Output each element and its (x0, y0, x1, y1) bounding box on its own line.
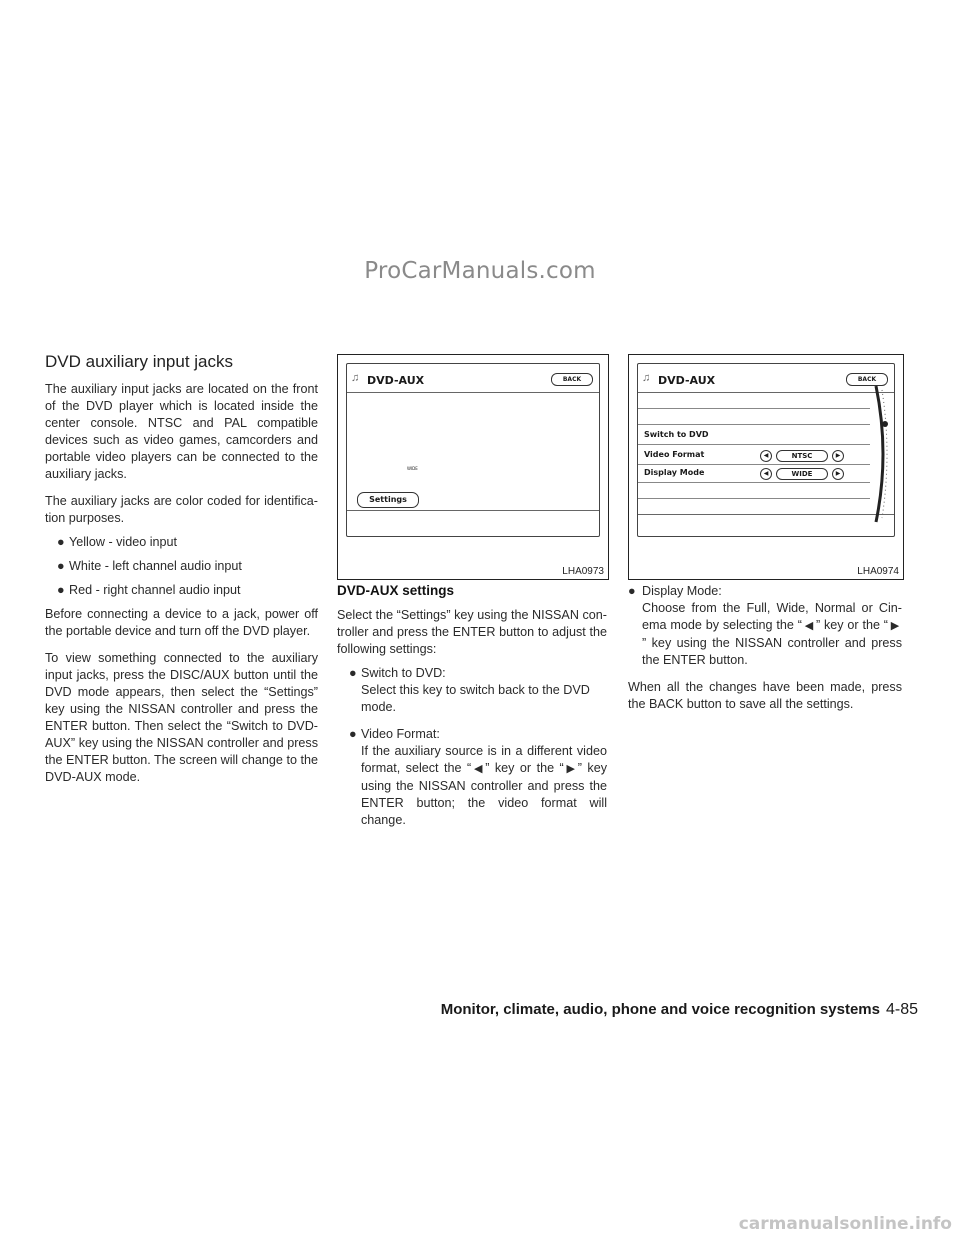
figure-code: LHA0974 (857, 566, 899, 577)
divider (638, 482, 870, 483)
section-heading: DVD auxiliary input jacks (45, 352, 234, 371)
arrow-left-icon: ◀ (760, 450, 772, 462)
column-2 (337, 583, 607, 836)
list-item: ● Yellow - video input (57, 535, 178, 549)
dvd-logo-icon: ♫ (642, 372, 651, 384)
settings-button: Settings (357, 492, 419, 508)
bullet-list (337, 665, 607, 829)
section-subheading: DVD-AUX settings (337, 583, 455, 598)
bullet-list (45, 534, 318, 599)
figure-code: LHA0973 (562, 566, 604, 577)
list-item: ● Red - right channel audio input (57, 583, 241, 597)
divider (347, 510, 599, 511)
footer-section-title: Monitor, climate, audio, phone and voice recognition systems (440, 1001, 880, 1018)
scroll-indicator-icon (872, 384, 892, 524)
paragraph: To view something connected to the auxiliary input jacks, press the DISC/AUX button until the DVD mode appears, then select the “Settings” key using the NISSAN controller and press the ENTER button. Then select the “Switch to DVD-AUX” key using the NISSAN controller and press the ENTER button. The screen will change to the DVD-AUX mode. (45, 651, 318, 784)
watermark-top: ProCarManuals.com (364, 258, 596, 284)
arrow-right-icon: ▶ (832, 450, 844, 462)
list-item: ● Display Mode: Choose from the Full, Wide, Normal or Cin-ema mode by selecting the “ ◀ ” key or the “ ▶” key using the NISSAN controller and press the ENTER button. (628, 584, 902, 667)
divider (638, 408, 870, 409)
list-item: ● Video Format: If the auxiliary source is in a different video format, select the “ ◀ ” key or the “ ▶ ” key using the NISSAN controller and press the ENTER button; the video format will change. (349, 727, 607, 827)
display-mode-value: WIDE (776, 468, 828, 480)
screen-title: DVD-AUX (367, 374, 425, 387)
paragraph: When all the changes have been made, press the BACK button to save all the settings. (628, 680, 902, 711)
column-3 (628, 583, 902, 713)
divider (638, 498, 870, 499)
list-item: ● Switch to DVD: Select this key to switch back to the DVD mode. (349, 666, 590, 714)
arrow-left-icon: ◀ (804, 620, 814, 632)
divider (638, 424, 870, 425)
divider (347, 392, 599, 393)
watermark-bottom: carmanualsonline.info (738, 1214, 952, 1234)
divider (638, 464, 870, 465)
arrow-left-icon: ◀ (760, 468, 772, 480)
paragraph: The auxiliary input jacks are located on the front of the DVD player which is located inside the center console. NTSC and PAL compatible devices such as video games, camcorders and portable video players can be connected to the auxiliary jacks. (45, 382, 318, 481)
arrow-left-icon: ◀ (473, 763, 483, 775)
divider (638, 514, 894, 515)
back-button: BACK (846, 373, 888, 386)
paragraph: Select the “Settings” key using the NISSAN con-troller and press the ENTER button to adjust the following settings: (337, 608, 607, 656)
display-mode-label: Display Mode (644, 468, 705, 477)
arrow-right-icon: ▶ (566, 763, 575, 775)
bullet-list (628, 583, 902, 669)
arrow-right-icon: ▶ (890, 620, 900, 632)
dvd-logo-icon: ♫ (351, 372, 360, 384)
paragraph: Before connecting a device to a jack, power off the portable device and turn off the DVD player. (45, 607, 318, 638)
screen-illustration-1 (337, 354, 609, 580)
screen-illustration-2 (628, 354, 904, 580)
page-number: 4-85 (885, 1001, 918, 1018)
page-footer (441, 1001, 918, 1019)
screen-title: DVD-AUX (658, 374, 716, 387)
switch-to-dvd-label: Switch to DVD (644, 430, 709, 439)
divider (638, 392, 894, 393)
video-format-value: NTSC (776, 450, 828, 462)
divider (638, 444, 870, 445)
back-button: BACK (551, 373, 593, 386)
column-1 (45, 352, 318, 786)
arrow-right-icon: ▶ (832, 468, 844, 480)
video-format-label: Video Format (644, 450, 705, 459)
paragraph: The auxiliary jacks are color coded for identifica-tion purposes. (45, 494, 318, 525)
mode-tag: WIDE (407, 466, 418, 471)
list-item: ● White - left channel audio input (57, 559, 242, 573)
